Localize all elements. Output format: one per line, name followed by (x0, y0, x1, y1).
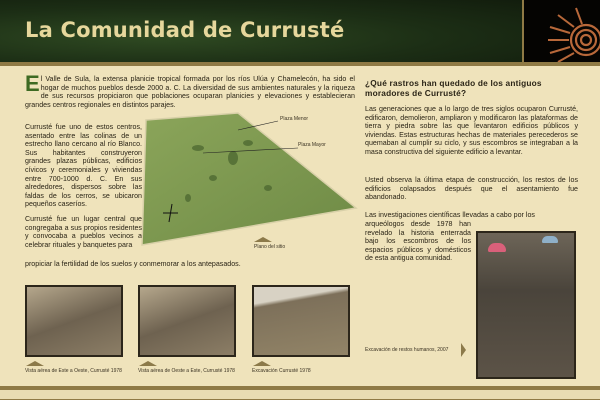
photo-caption: Excavación Currusté 1978 (252, 368, 311, 374)
caption-triangle-icon (254, 237, 272, 242)
paragraph-generations: Las generaciones que a lo largo de tres siglos ocuparon Currusté, edificaron, demolieron, ampliaron y modificaron las plataformas de tierra y piedra sobre las que levantaron edificios públicos y viviendas. Estas estructuras hechas de materiales perecederos se quemaban al cumplir su ciclo, y sus escombros se integraban a la masa constructiva del siguiente edificio a levantar. (365, 105, 578, 156)
excavation-caption: Excavación de restos humanos, 2007 (365, 347, 449, 353)
photo-caption: Vista aérea de Este a Oeste, Currusté 1978 (25, 368, 122, 374)
photo-aerial-west-east (138, 285, 236, 357)
blue-cap (542, 236, 558, 243)
label-plaza-mayor: Plaza Mayor (298, 142, 326, 148)
label-plaza-menor: Plaza Menor (280, 116, 309, 122)
pink-cap (488, 243, 506, 252)
site-map (138, 108, 358, 248)
drop-cap: E (25, 71, 40, 96)
paragraph-last-stage: Usted observa la última etapa de construcción, los restos de los edificios colapsados después que el asentamiento fue abandonado. (365, 176, 578, 202)
paragraph-central-place-end: propiciar la fertilidad de los suelos y conmemorar a los antepasados. (25, 260, 241, 268)
paragraph-central-place: Currusté fue un lugar central que congregaba a sus propios residentes y convocaba a pueblos vecinos a celebrar rituales y banquetes para (25, 215, 142, 249)
header-divider (0, 62, 600, 66)
caption-triangle-icon (139, 361, 157, 366)
intro-paragraph (25, 71, 355, 109)
intro-text: l Valle de Sula, la extensa planicie tropical formada por los ríos Ulúa y Chamelecón, ha sido el hogar de muchos pueblos desde 2000 a. C. La diversidad de sus ambientes naturales y la riqueza de sus recursos propiciaron que poblaciones ocuparan planicies y elevaciones y establecieran grandes centros regionales en distintos parajes. (25, 75, 355, 109)
terrain-map (142, 113, 356, 245)
paragraph-research-start: Las investigaciones científicas llevadas a cabo por los (365, 211, 535, 219)
photo-caption: Vista aérea de Oeste a Este, Currusté 1978 (138, 368, 235, 374)
spiral-sun-logo-icon (524, 0, 600, 62)
right-heading: ¿Qué rastros han quedado de los antiguos moradores de Currusté? (365, 78, 542, 98)
logo-box (522, 0, 600, 62)
paragraph-research: arqueólogos desde 1978 han revelado la historia enterrada bajo los escombros de los espacios públicos y domésticos de esta antigua comunidad. (365, 220, 471, 263)
photo-aerial-east-west (25, 285, 123, 357)
paragraph-centers: Currusté fue uno de estos centros, asentado entre las colinas de un estrecho llano cercano al río Blanco. Sus habitantes construyeron grandes plazas públicas, edificios cívicos y ceremoniales y viviendas entre 700-1000 d. C. En sus alrededores, dispersos sobre las faldas de los cerros, se ubicaron pequeños caseríos. (25, 123, 142, 209)
page-title: La Comunidad de Currusté (25, 18, 345, 42)
arrow-right-icon (461, 343, 466, 357)
bottom-strip (0, 390, 600, 400)
photo-human-remains-excavation (476, 231, 576, 379)
caption-triangle-icon (253, 361, 271, 366)
map-caption: Plano del sitio (254, 244, 286, 250)
photo-excavation-1978 (252, 285, 350, 357)
caption-triangle-icon (26, 361, 44, 366)
